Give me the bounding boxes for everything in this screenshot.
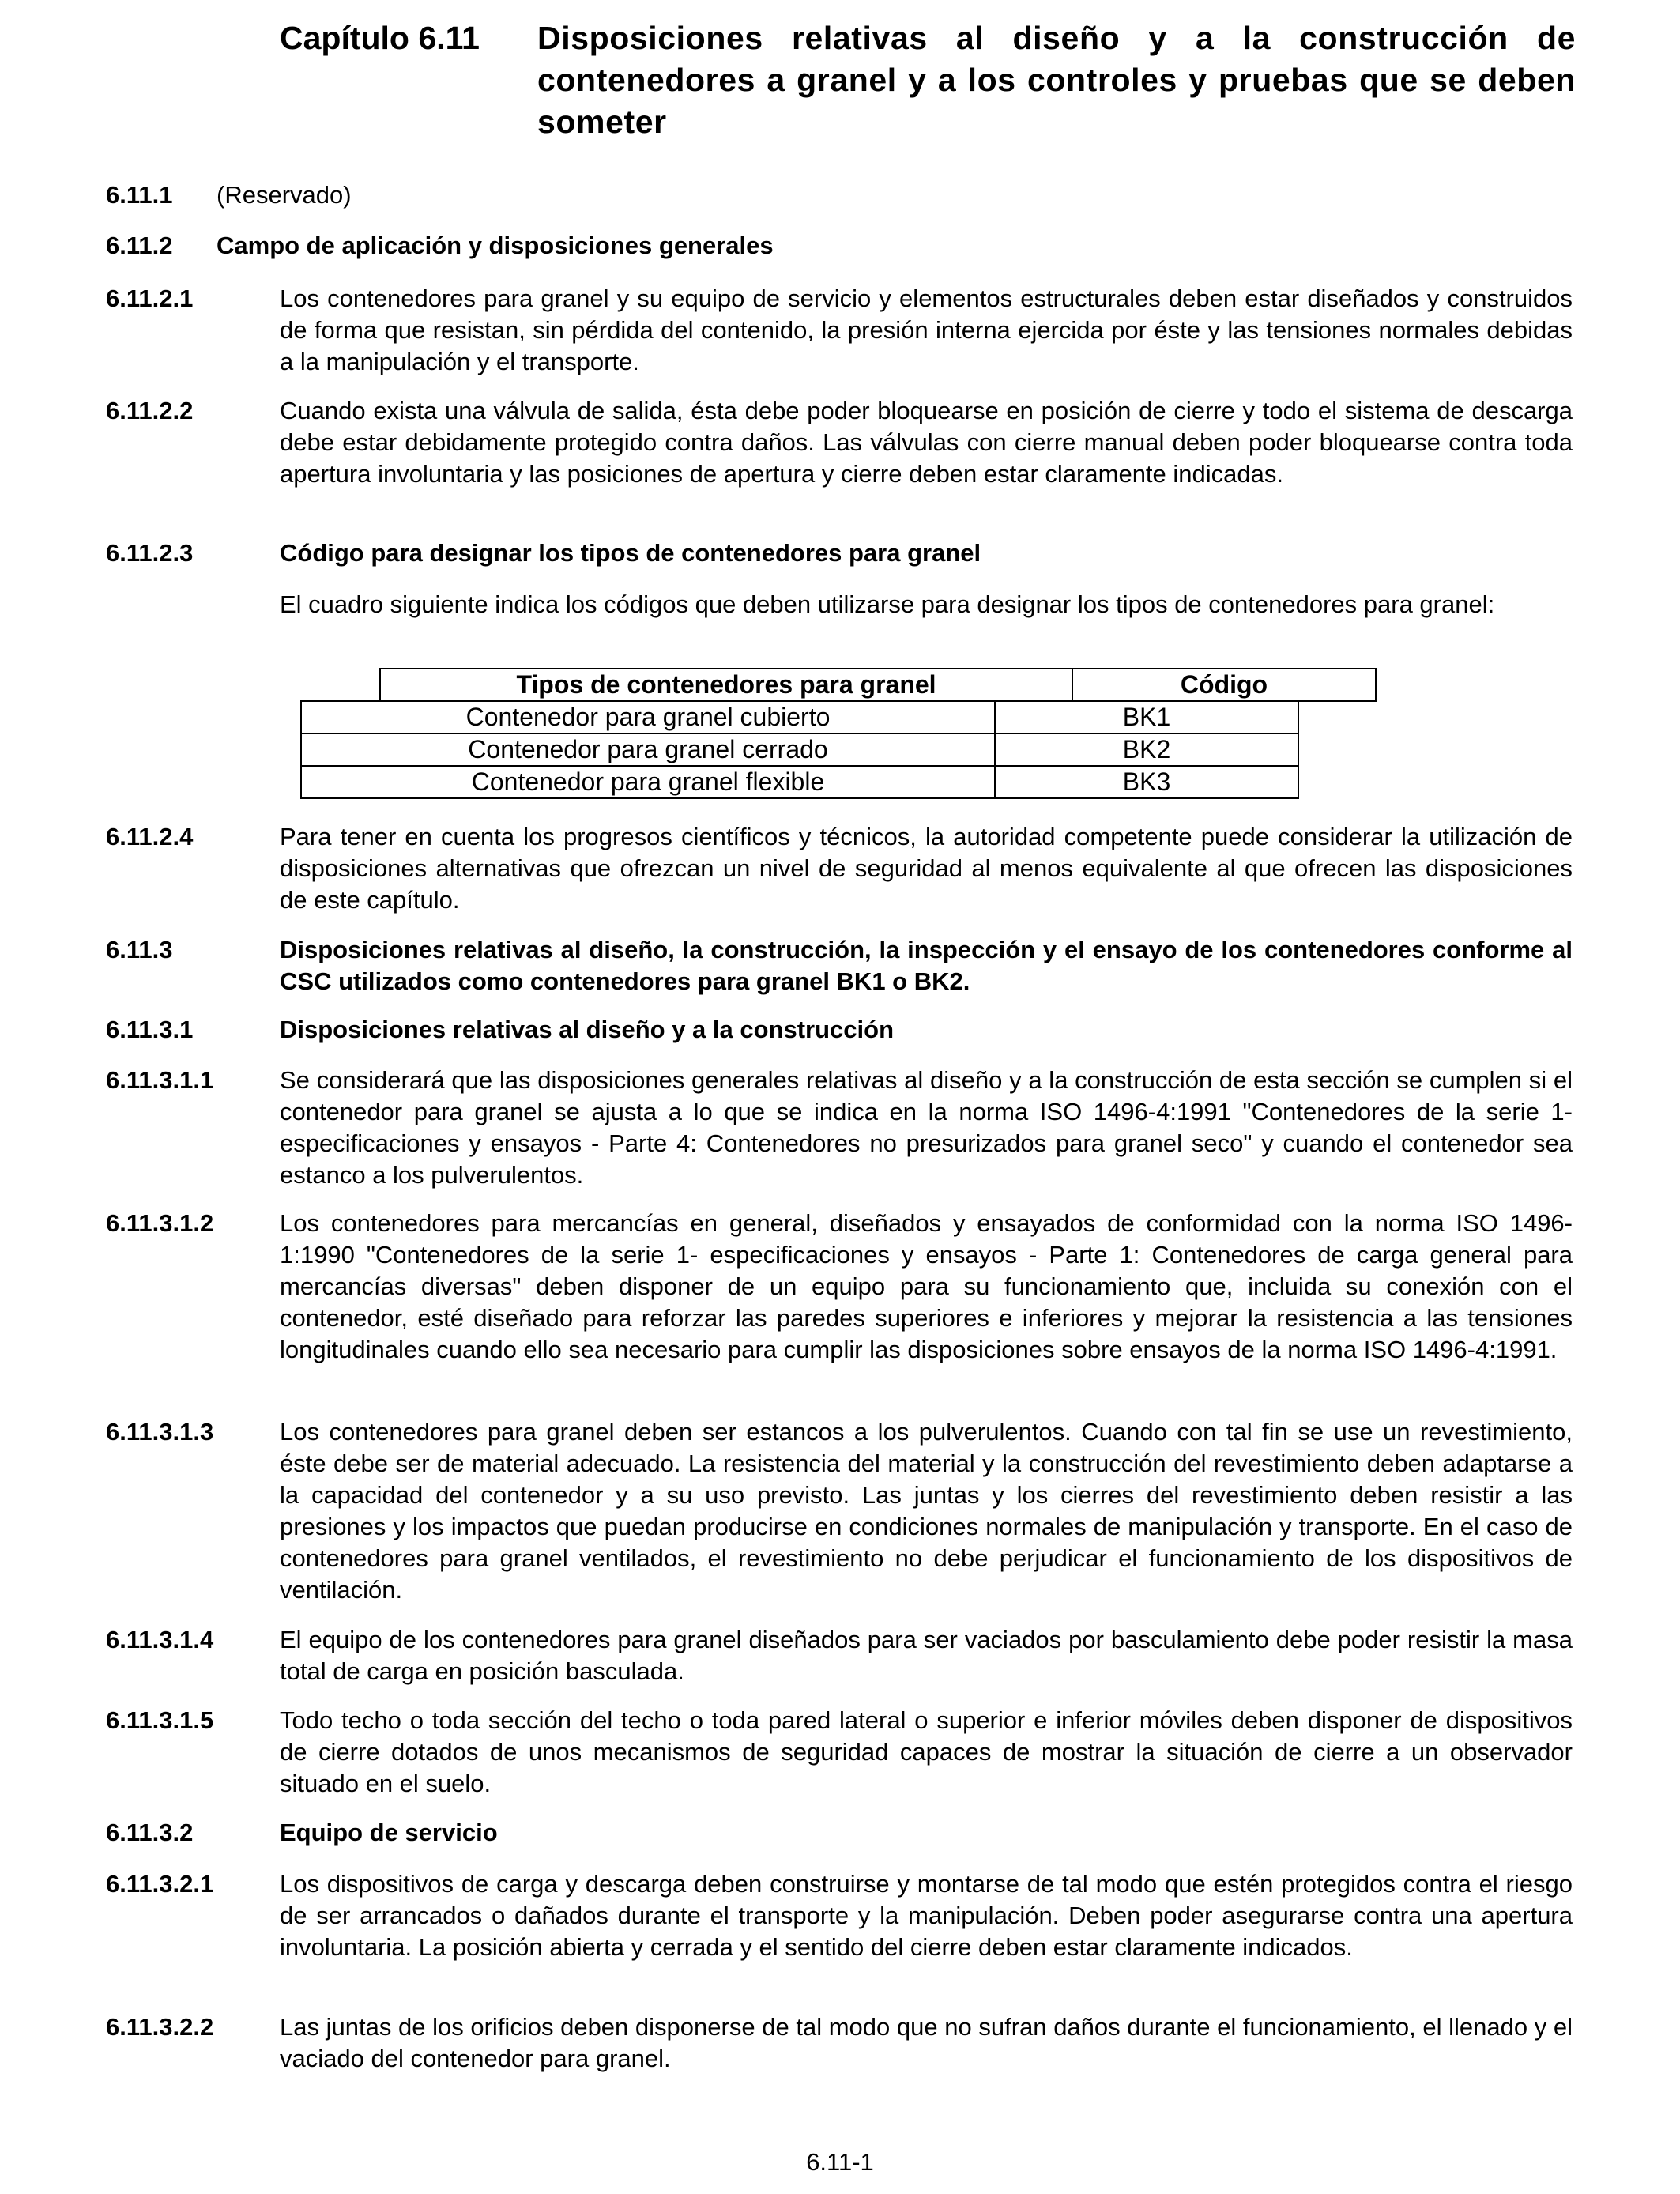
section-text: Todo techo o toda sección del techo o toda pared lateral o superior e inferior móviles deben disponer de dispositivos de cierre dotados de unos mecanismos de seguridad capaces de mostrar la situación de cierre a un observador situado en el suelo.	[280, 1706, 1573, 1797]
section-number: 6.11.1	[106, 181, 173, 209]
section-heading: Código para designar los tipos de contenedores para granel	[280, 539, 981, 567]
section-text: Para tener en cuenta los progresos científicos y técnicos, la autoridad competente puede considerar la utilización de disposiciones alternativas que ofrezcan un nivel de seguridad al menos equivalente al que ofrecen las disposiciones de este capítulo.	[280, 823, 1573, 914]
section-heading: Campo de aplicación y disposiciones generales	[217, 232, 774, 259]
table-cell-type: Contenedor para granel cerrado	[301, 733, 995, 766]
section-text: Se considerará que las disposiciones generales relativas al diseño y a la construcción de esta sección se cumplen si el contenedor para granel se ajusta a lo que se indica en la norma ISO 1496-4:1991 "Contenedores de la serie 1- especificaciones y ensayos - Parte 4: Contenedores no presurizados para granel seco" y cuando el contenedor sea estanco a los pulverulentos.	[280, 1066, 1573, 1189]
section-text: El equipo de los contenedores para granel diseñados para ser vaciados por basculamiento debe poder resistir la masa total de carga en posición basculada.	[280, 1626, 1573, 1685]
chapter-label: Capítulo 6.11	[280, 20, 480, 56]
section-number: 6.11.3.1.5	[106, 1706, 214, 1734]
section-heading: Disposiciones relativas al diseño, la construcción, la inspección y el ensayo de los contenedores conforme al CSC utilizados como contenedores para granel BK1 o BK2.	[280, 936, 1573, 995]
table-header-type: Tipos de contenedores para granel	[380, 669, 1072, 701]
section-number: 6.11.3.1.2	[106, 1209, 214, 1237]
section-number: 6.11.3.2	[106, 1819, 194, 1846]
section-text: Los contenedores para granel y su equipo de servicio y elementos estructurales deben estar diseñados y construidos de forma que resistan, sin pérdida del contenido, la presión interna ejercida por éste y las tensiones normales debidas a la manipulación y el transporte.	[280, 285, 1573, 375]
section-number: 6.11.2.4	[106, 823, 194, 850]
container-codes-table	[300, 700, 1299, 799]
section-text: (Reservado)	[217, 181, 352, 209]
table-header-code: Código	[1072, 669, 1376, 701]
section-text: El cuadro siguiente indica los códigos que deben utilizarse para designar los tipos de contenedores para granel:	[280, 590, 1495, 618]
section-number: 6.11.2.2	[106, 397, 194, 424]
table-cell-type: Contenedor para granel cubierto	[301, 701, 995, 733]
section-number: 6.11.2	[106, 232, 173, 259]
section-text: Los contenedores para mercancías en general, diseñados y ensayados de conformidad con la norma ISO 1496-1:1990 "Contenedores de la serie 1- especificaciones y ensayos - Parte 1: Contenedores de carga general para mercancías diversas" deben disponer de un equipo para su funcionamiento que, incluida su conexión con el contenedor, esté diseñado para reforzar las paredes superiores e inferiores y mejorar la resistencia a las tensiones longitudinales cuando ello sea necesario para cumplir las disposiciones sobre ensayos de la norma ISO 1496-4:1991.	[280, 1209, 1573, 1363]
section-text: Cuando exista una válvula de salida, ésta debe poder bloquearse en posición de cierre y todo el sistema de descarga debe estar debidamente protegido contra daños. Las válvulas con cierre manual deben poder bloquearse contra toda apertura involuntaria y las posiciones de apertura y cierre deben estar claramente indicadas.	[280, 397, 1573, 488]
section-number: 6.11.2.3	[106, 539, 194, 567]
section-number: 6.11.3.1.4	[106, 1626, 214, 1653]
section-number: 6.11.3.1	[106, 1016, 194, 1043]
table-cell-code: BK1	[995, 701, 1298, 733]
section-text: Los contenedores para granel deben ser estancos a los pulverulentos. Cuando con tal fin se use un revestimiento, éste debe ser de material adecuado. La resistencia del material y la construcción del revestimiento deben adaptarse a la capacidad del contenedor y a su uso previsto. Las juntas y los cierres del revestimiento deben resistir a las presiones y los impactos que puedan producirse en condiciones normales de manipulación y transporte. En el caso de contenedores para granel ventilados, el revestimiento no debe perjudicar el funcionamiento de los dispositivos de ventilación.	[280, 1418, 1573, 1604]
chapter-title: Disposiciones relativas al diseño y a la construcción de contenedores a granel y a los controles y pruebas que se deben someter	[537, 20, 1576, 140]
container-codes-table-header	[379, 668, 1377, 702]
section-heading: Disposiciones relativas al diseño y a la construcción	[280, 1016, 895, 1043]
section-text: Los dispositivos de carga y descarga deben construirse y montarse de tal modo que estén protegidos contra el riesgo de ser arrancados o dañados durante el transporte y la manipulación. Deben poder asegurarse contra una apertura involuntaria. La posición abierta y cerrada y el sentido del cierre deben estar claramente indicados.	[280, 1870, 1573, 1961]
page-number: 6.11-1	[806, 2148, 874, 2176]
section-number: 6.11.3.1.3	[106, 1418, 214, 1446]
table-row	[301, 701, 1298, 733]
section-number: 6.11.2.1	[106, 285, 194, 312]
section-number: 6.11.3	[106, 936, 173, 963]
table-row	[301, 766, 1298, 798]
section-number: 6.11.3.2.2	[106, 2013, 214, 2041]
table-cell-type: Contenedor para granel flexible	[301, 766, 995, 798]
table-cell-code: BK2	[995, 733, 1298, 766]
section-number: 6.11.3.2.1	[106, 1870, 214, 1898]
section-text: Las juntas de los orificios deben disponerse de tal modo que no sufran daños durante el funcionamiento, el llenado y el vaciado del contenedor para granel.	[280, 2013, 1573, 2072]
section-number: 6.11.3.1.1	[106, 1066, 214, 1094]
table-cell-code: BK3	[995, 766, 1298, 798]
section-heading: Equipo de servicio	[280, 1819, 498, 1846]
table-row	[301, 733, 1298, 766]
